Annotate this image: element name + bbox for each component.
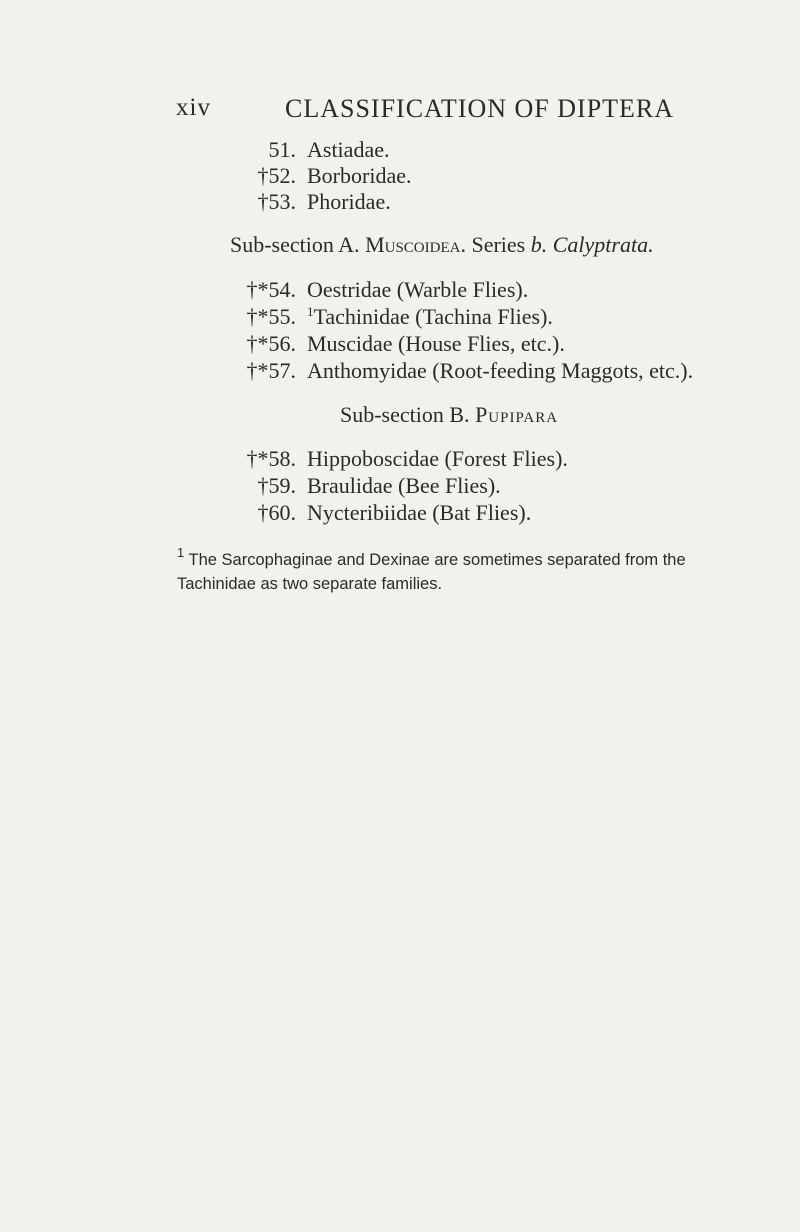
subsection-a-prefix: Sub-section A. (230, 232, 360, 257)
footnote-marker: 1 (177, 545, 185, 560)
family-number: †*57. (246, 358, 296, 383)
family-name: Nycteribiidae (Bat Flies). (307, 500, 532, 525)
page-number: xiv (176, 94, 211, 121)
family-name: Phoridae. (307, 189, 391, 214)
series-prefix: Series (471, 232, 526, 257)
family-entry (0, 304, 800, 334)
subsection-a-name: Muscoidea. (365, 232, 466, 257)
page-title: CLASSIFICATION OF DIPTERA (285, 94, 675, 123)
family-name: Hippoboscidae (Forest Flies). (307, 446, 568, 471)
series-name: Calyptrata. (552, 232, 654, 257)
family-entry (0, 446, 800, 476)
family-name-with-footnote (307, 304, 553, 330)
family-number: †52. (257, 163, 296, 188)
subsection-a-heading (230, 232, 654, 258)
footnote-text: The Sarcophaginae and Dexinae are sometimes separated from the Tachinidae as two separate families. (177, 551, 686, 593)
family-name: Borboridae. (307, 163, 412, 188)
family-number: †59. (257, 473, 296, 498)
family-entry (0, 331, 800, 361)
family-number: †53. (257, 189, 296, 214)
family-entry (0, 500, 800, 530)
family-number: †60. (257, 500, 296, 525)
family-name: Braulidae (Bee Flies). (307, 473, 501, 498)
family-number: †*58. (246, 446, 296, 471)
series-letter: b. (530, 232, 548, 257)
family-name: Anthomyidae (Root-feeding Maggots, etc.). (307, 358, 694, 383)
footnote (177, 545, 767, 596)
subsection-b-prefix: Sub-section B. (340, 402, 470, 427)
subsection-b-name: Pupipara (475, 402, 559, 427)
family-name: Tachinidae (Tachina Flies). (313, 304, 553, 329)
family-name: Oestridae (Warble Flies). (307, 277, 529, 302)
family-name: Astiadae. (307, 137, 390, 162)
subsection-b-heading (340, 402, 558, 428)
family-entry (0, 277, 800, 307)
footnote-ref: 1 (307, 304, 314, 319)
family-number: †*55. (246, 304, 296, 329)
family-entry (0, 189, 800, 219)
family-number: 51. (268, 137, 296, 162)
family-entry (0, 473, 800, 503)
family-number: †*54. (246, 277, 296, 302)
family-name: Muscidae (House Flies, etc.). (307, 331, 565, 356)
family-number: †*56. (246, 331, 296, 356)
family-entry (0, 358, 800, 388)
